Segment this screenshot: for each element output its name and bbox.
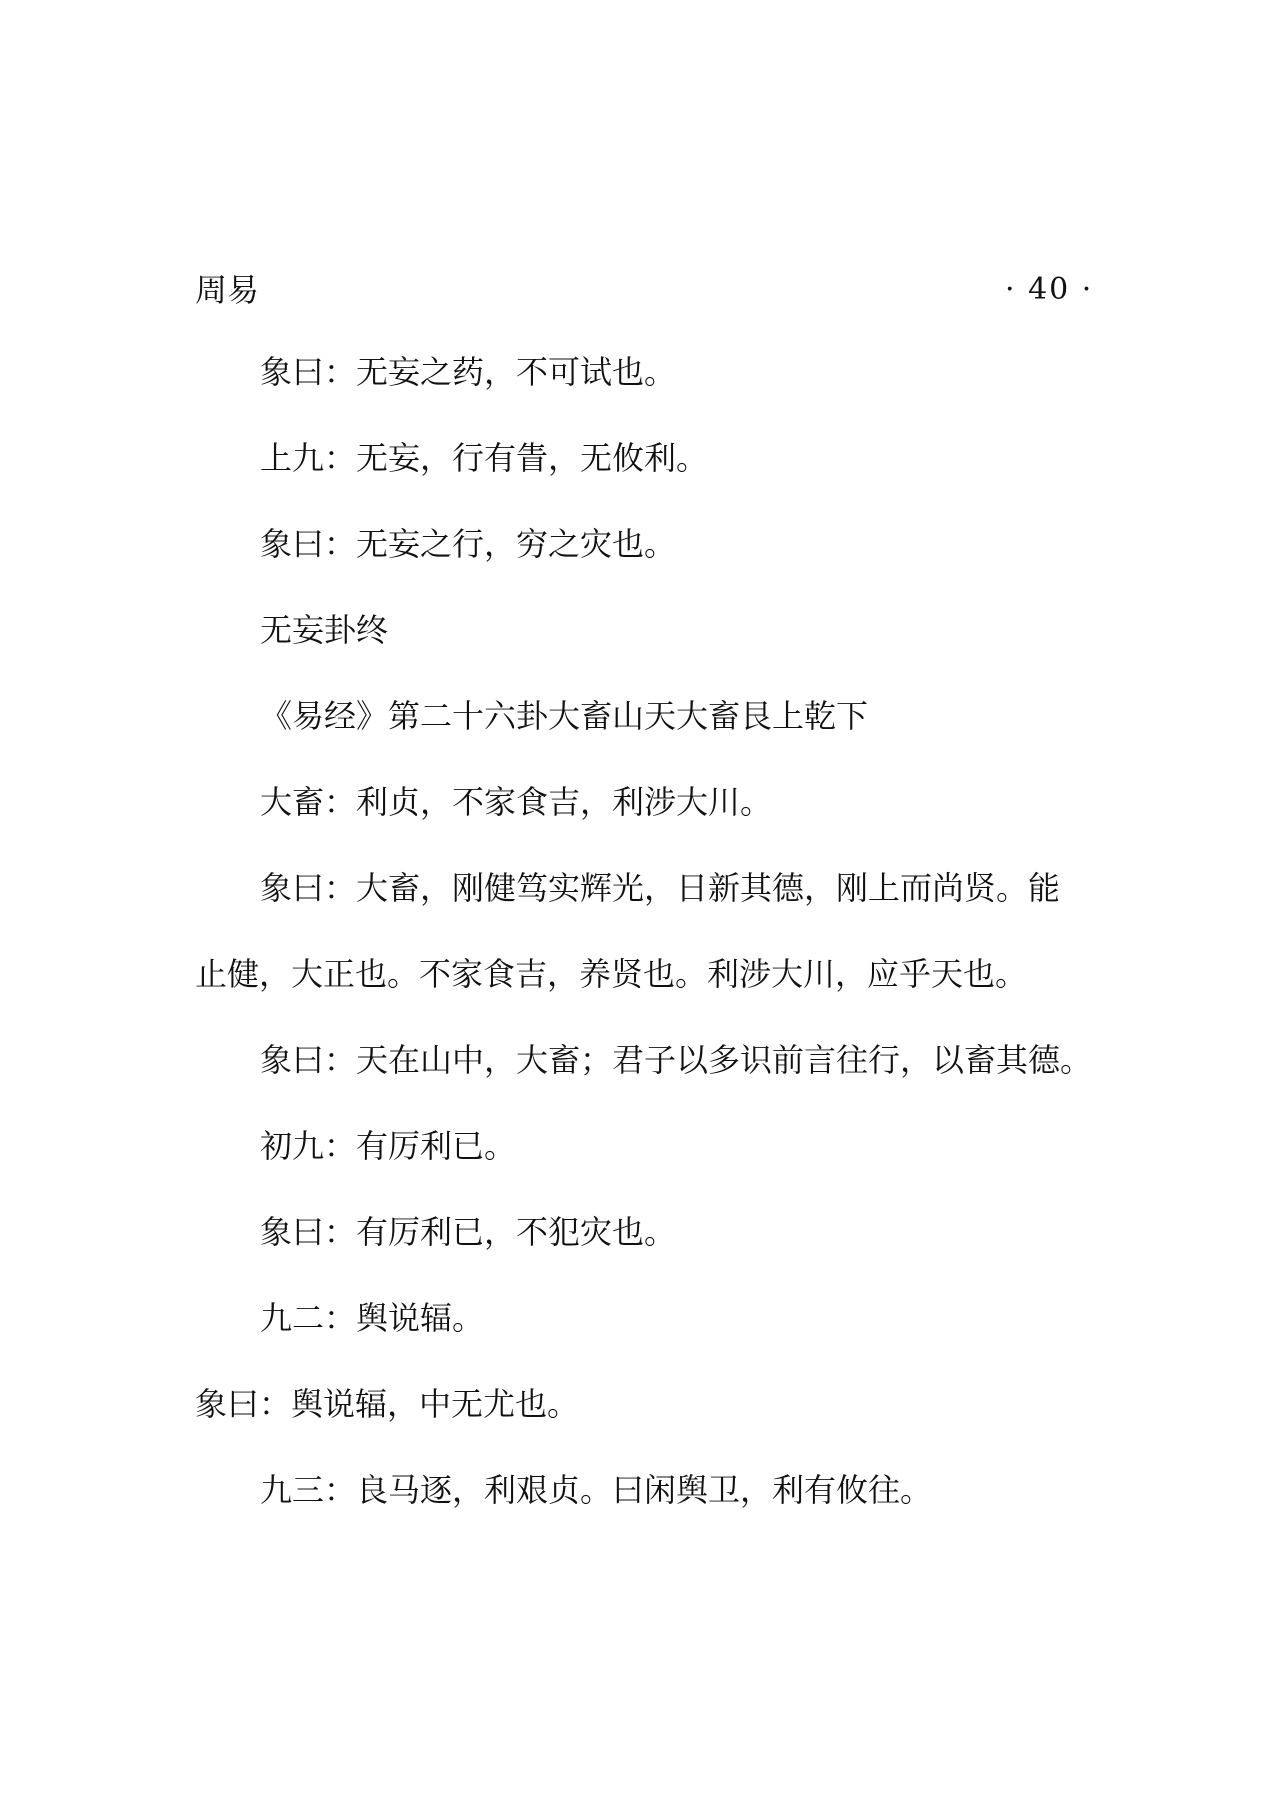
- paragraph: 象曰：无妄之药，不可试也。: [260, 353, 677, 391]
- paragraph: 九三：良马逐，利艰贞。曰闲舆卫，利有攸往。: [260, 1471, 933, 1509]
- paragraph: 象曰：大畜，刚健笃实辉光，日新其德，刚上而尚贤。能: [260, 869, 1061, 907]
- running-header-title: 周易: [195, 271, 260, 309]
- paragraph: 象曰：有厉利已，不犯灾也。: [260, 1213, 677, 1251]
- paragraph: 上九：无妄，行有眚，无攸利。: [260, 439, 709, 477]
- paragraph: 大畜：利贞，不家食吉，利涉大川。: [260, 783, 773, 821]
- body-text: [195, 352, 1115, 1556]
- paragraph-continuation: 止健，大正也。不家食吉，养贤也。利涉大川，应乎天也。: [195, 955, 1028, 993]
- paragraph: 象曰：舆说辐，中无尤也。: [195, 1385, 580, 1423]
- paragraph: 九二：舆说辐。: [260, 1299, 485, 1337]
- page-number: · 40 ·: [1005, 272, 1094, 307]
- paragraph: 初九：有厉利已。: [260, 1127, 517, 1165]
- paragraph: 象曰：无妄之行，穷之灾也。: [260, 525, 677, 563]
- hexagram-heading: 《易经》第二十六卦大畜山天大畜艮上乾下: [260, 697, 869, 735]
- paragraph: 象曰：天在山中，大畜；君子以多识前言往行，以畜其德。: [260, 1041, 1093, 1079]
- section-end-note: 无妄卦终: [260, 611, 389, 649]
